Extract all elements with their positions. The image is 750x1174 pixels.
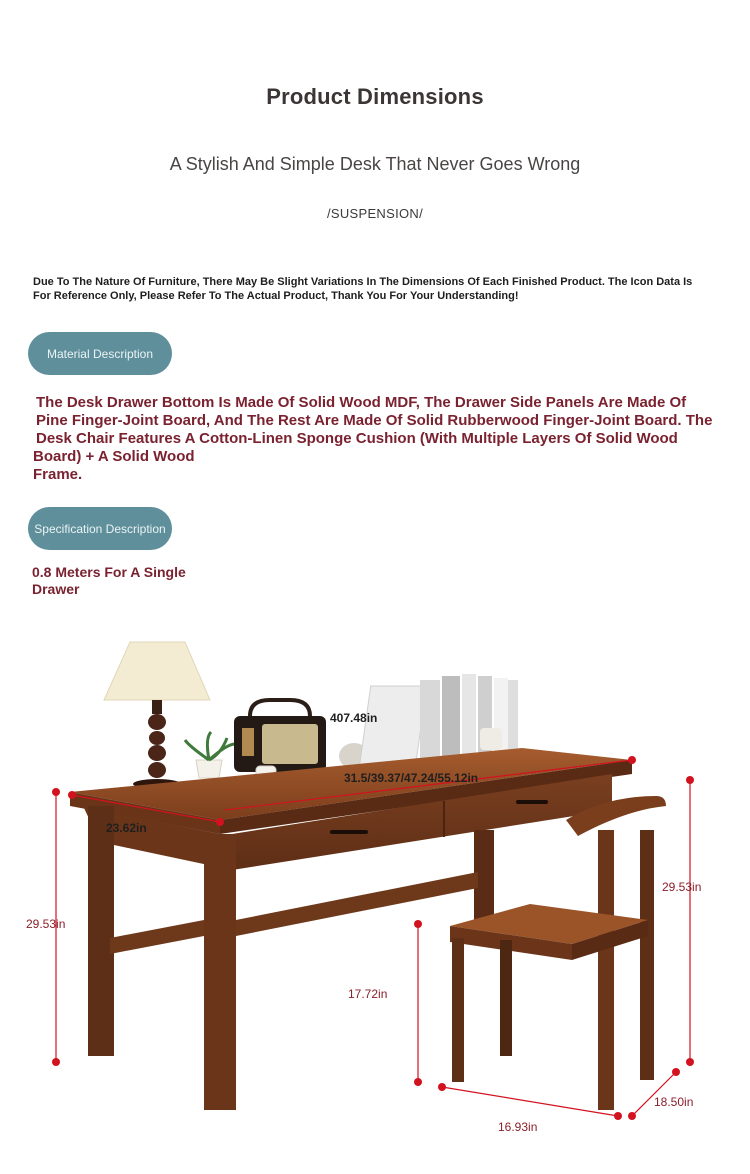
material-line: Desk Chair Features A Cotton-Linen Sponge Cushion (With Multiple Layers Of Solid Wood	[36, 430, 678, 447]
desk-and-chair-illustration	[0, 620, 750, 1174]
specification-badge-label: Specification Description	[34, 521, 166, 536]
material-line: Frame.	[33, 466, 83, 483]
chair-depth-label: 18.50in	[654, 1095, 694, 1109]
spec-line: Drawer	[32, 581, 80, 597]
page-title: Product Dimensions	[266, 84, 484, 109]
overall-dimension-label: 407.48in	[330, 711, 378, 725]
specification-description	[32, 564, 212, 598]
desk-depth-label: 23.62in	[106, 821, 147, 835]
material-badge-label: Material Description	[46, 346, 154, 361]
spec-line: 0.8 Meters For A Single	[32, 564, 186, 580]
desk-width-label: 31.5/39.37/47.24/55.12in	[344, 771, 479, 785]
table-lamp	[104, 642, 210, 789]
seat-height-label: 17.72in	[348, 987, 388, 1001]
notice-line: Due To The Nature Of Furniture, There May Be Slight Variations In The Dimensions Of Each Finished Product. The Icon Data Is	[33, 276, 693, 288]
chair-width-label: 16.93in	[498, 1120, 538, 1134]
material-line: Pine Finger-Joint Board, And The Rest Are Made Of Solid Rubberwood Finger-Joint Board. The	[36, 412, 713, 429]
desk-height-label: 29.53in	[26, 917, 66, 931]
notice-text	[33, 275, 723, 303]
notice-line: For Reference Only, Please Refer To The Actual Product, Thank You For Your Understanding!	[33, 290, 519, 302]
tagline: /SUSPENSION/	[326, 206, 424, 221]
retro-radio	[234, 700, 326, 772]
page-subtitle: A Stylish And Simple Desk That Never Goes Wrong	[169, 154, 581, 174]
material-line: Board) + A Solid Wood	[33, 448, 195, 465]
specification-description-badge	[28, 507, 172, 550]
chair-height-label: 29.53in	[662, 880, 702, 894]
potted-plant	[185, 732, 235, 778]
material-description	[33, 394, 723, 484]
material-description-badge	[28, 332, 172, 375]
material-line: The Desk Drawer Bottom Is Made Of Solid Wood MDF, The Drawer Side Panels Are Made Of	[36, 394, 687, 411]
